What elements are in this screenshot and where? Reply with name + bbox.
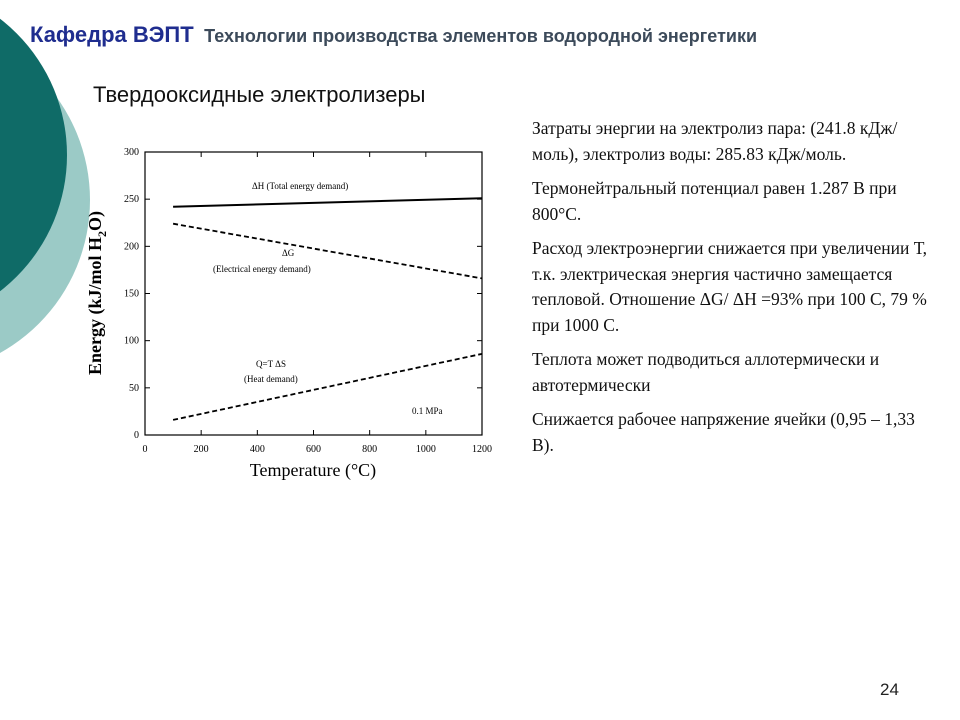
series-total-energy bbox=[173, 198, 482, 206]
plot-frame bbox=[145, 152, 482, 435]
y-label-part-1: Energy (kJ/mol H bbox=[85, 237, 105, 375]
department-name: Кафедра ВЭПТ bbox=[30, 22, 194, 47]
x-tick-label: 800 bbox=[362, 444, 378, 455]
y-tick-label: 250 bbox=[124, 194, 139, 206]
dh-annotation: ΔH (Total energy demand) bbox=[252, 181, 349, 191]
slide-subtitle: Твердооксидные электролизеры bbox=[93, 82, 426, 107]
bullet-energy-costs: Затраты энергии на электролиз пара: (241.8 кДж/моль), электролиз воды: 285.83 кДж/моль. bbox=[532, 118, 898, 164]
series-lines bbox=[173, 198, 482, 420]
y-axis-label bbox=[85, 211, 109, 375]
chart-svg bbox=[76, 138, 500, 490]
x-tick-label: 400 bbox=[249, 444, 265, 455]
dg-symbol-annotation: ΔG bbox=[282, 248, 295, 258]
page-number: 24 bbox=[880, 680, 899, 699]
y-axis-ticks bbox=[124, 147, 482, 441]
bullet-heat-supply: Теплота может подводиться аллотермически и автотермически bbox=[532, 349, 880, 395]
x-tick-label: 0 bbox=[142, 444, 148, 455]
q-annotation: Q=T ΔS bbox=[256, 359, 286, 369]
x-tick-label: 1200 bbox=[472, 444, 492, 455]
x-tick-label: 600 bbox=[306, 444, 321, 455]
slide-header bbox=[30, 22, 757, 48]
course-title: Технологии производства элементов водородной энергетики bbox=[204, 26, 758, 46]
bullet-list bbox=[532, 116, 937, 467]
y-tick-label: 200 bbox=[124, 241, 139, 253]
dg-annotation: (Electrical energy demand) bbox=[213, 264, 311, 274]
bullet-electricity-consumption: Расход электроэнергии снижается при увеличении Т, т.к. электрическая энергия частично замещается тепловой. Отношение ΔG/ ΔH =93% при 100 С, 79 % при 1000 С. bbox=[532, 238, 928, 335]
x-tick-label: 200 bbox=[193, 444, 209, 455]
y-label-part-3: O) bbox=[85, 211, 105, 231]
x-axis-label: Temperature (°C) bbox=[249, 460, 377, 480]
y-label-subscript: 2 bbox=[95, 231, 109, 237]
y-tick-label: 300 bbox=[124, 147, 139, 158]
y-tick-label: 150 bbox=[124, 288, 139, 300]
bullet-cell-voltage: Снижается рабочее напряжение ячейки (0,95 – 1,33 В). bbox=[532, 409, 915, 455]
energy-temperature-chart bbox=[76, 138, 500, 490]
y-tick-label: 0 bbox=[134, 430, 139, 441]
heat-annotation: (Heat demand) bbox=[244, 374, 298, 384]
y-tick-label: 50 bbox=[129, 382, 139, 394]
pressure-annotation: 0.1 MPa bbox=[412, 406, 443, 416]
bullet-thermoneutral-potential: Термонейтральный потенциал равен 1.287 В при 800°С. bbox=[532, 178, 897, 224]
y-tick-label: 100 bbox=[124, 335, 139, 347]
x-tick-label: 1000 bbox=[415, 444, 436, 455]
